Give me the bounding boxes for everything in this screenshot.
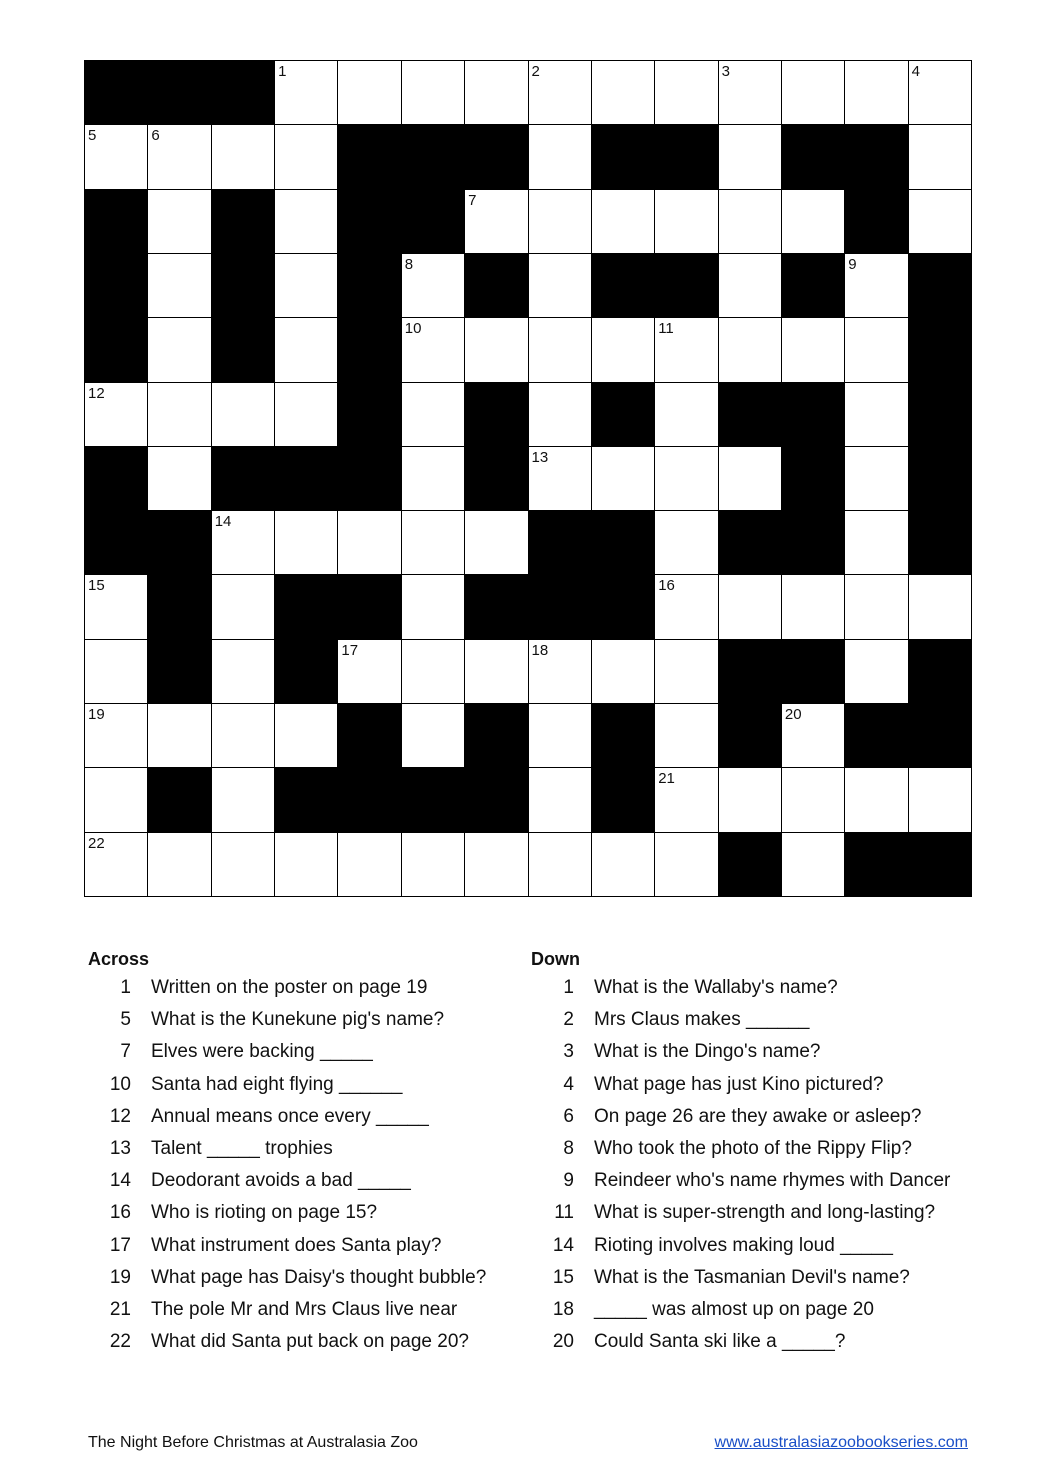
block-cell	[719, 640, 782, 704]
letter-cell[interactable]	[592, 640, 655, 704]
letter-cell[interactable]	[719, 318, 782, 382]
clue-text: _____ was almost up on page 20	[594, 1298, 874, 1320]
clue-number: 20	[552, 1331, 574, 1353]
clue-number: 14	[552, 1234, 574, 1256]
block-cell	[338, 704, 401, 768]
letter-cell[interactable]	[655, 575, 718, 639]
across-clue	[88, 1294, 528, 1326]
block-cell	[338, 768, 401, 832]
crossword-grid	[84, 60, 972, 897]
clue-number: 7	[120, 1041, 131, 1063]
clue-number: 22	[109, 1331, 131, 1353]
letter-cell[interactable]	[529, 190, 592, 254]
letter-cell[interactable]	[592, 190, 655, 254]
block-cell	[719, 704, 782, 768]
block-cell	[465, 447, 528, 511]
letter-cell[interactable]	[85, 704, 148, 768]
clue-number: 13	[531, 448, 549, 466]
clue-number: 10	[109, 1073, 131, 1095]
letter-cell[interactable]	[655, 318, 718, 382]
block-cell	[782, 254, 845, 318]
letter-cell[interactable]	[338, 511, 401, 575]
letter-cell[interactable]	[85, 833, 148, 897]
letter-cell[interactable]	[212, 511, 275, 575]
clue-number: 9	[563, 1170, 574, 1192]
clue-number: 17	[341, 641, 359, 659]
letter-cell[interactable]	[85, 125, 148, 189]
letter-cell[interactable]	[909, 190, 972, 254]
clue-text: What instrument does Santa play?	[151, 1234, 442, 1256]
block-cell	[148, 640, 211, 704]
clue-text: The pole Mr and Mrs Claus live near	[151, 1298, 458, 1320]
clue-number: 8	[563, 1138, 574, 1160]
clue-number: 20	[784, 706, 802, 724]
letter-cell[interactable]	[909, 61, 972, 125]
letter-cell[interactable]	[275, 125, 338, 189]
letter-cell[interactable]	[338, 61, 401, 125]
letter-cell[interactable]	[655, 704, 718, 768]
block-cell	[85, 511, 148, 575]
block-cell	[338, 447, 401, 511]
down-clue	[531, 1262, 1001, 1294]
clue-number: 11	[554, 1202, 574, 1224]
letter-cell[interactable]	[782, 61, 845, 125]
letter-cell[interactable]	[845, 511, 908, 575]
block-cell	[845, 704, 908, 768]
block-cell	[465, 383, 528, 447]
letter-cell[interactable]	[212, 575, 275, 639]
across-clue	[88, 1101, 528, 1133]
block-cell	[338, 254, 401, 318]
block-cell	[275, 640, 338, 704]
letter-cell[interactable]	[402, 383, 465, 447]
block-cell	[85, 61, 148, 125]
letter-cell[interactable]	[782, 833, 845, 897]
block-cell	[529, 575, 592, 639]
letter-cell[interactable]	[212, 768, 275, 832]
block-cell	[85, 254, 148, 318]
block-cell	[782, 447, 845, 511]
letter-cell[interactable]	[719, 575, 782, 639]
letter-cell[interactable]	[719, 61, 782, 125]
letter-cell[interactable]	[465, 833, 528, 897]
across-clue	[88, 1165, 528, 1197]
block-cell	[148, 61, 211, 125]
letter-cell[interactable]	[655, 190, 718, 254]
clue-text: Who took the photo of the Rippy Flip?	[594, 1138, 912, 1160]
letter-cell[interactable]	[655, 768, 718, 832]
block-cell	[719, 833, 782, 897]
down-clue	[531, 1165, 1001, 1197]
letter-cell[interactable]	[465, 511, 528, 575]
clue-text: Elves were backing _____	[151, 1041, 373, 1063]
letter-cell[interactable]	[275, 61, 338, 125]
block-cell	[655, 125, 718, 189]
letter-cell[interactable]	[402, 575, 465, 639]
block-cell	[909, 704, 972, 768]
clue-text: What is the Wallaby's name?	[594, 977, 838, 999]
clue-number: 10	[404, 320, 422, 338]
block-cell	[592, 768, 655, 832]
down-clue	[531, 1294, 1001, 1326]
block-cell	[338, 190, 401, 254]
letter-cell[interactable]	[719, 125, 782, 189]
letter-cell[interactable]	[845, 575, 908, 639]
letter-cell[interactable]	[909, 575, 972, 639]
letter-cell[interactable]	[529, 640, 592, 704]
across-clue	[88, 1133, 528, 1165]
letter-cell[interactable]	[529, 254, 592, 318]
letter-cell[interactable]	[655, 833, 718, 897]
letter-cell[interactable]	[148, 125, 211, 189]
letter-cell[interactable]	[402, 254, 465, 318]
clue-number: 9	[848, 255, 857, 273]
block-cell	[465, 768, 528, 832]
letter-cell[interactable]	[275, 383, 338, 447]
clue-text: Could Santa ski like a _____?	[594, 1331, 846, 1353]
clue-number: 17	[109, 1234, 131, 1256]
down-clues	[531, 946, 1001, 1358]
down-heading: Down	[531, 949, 580, 969]
letter-cell[interactable]	[402, 704, 465, 768]
clue-text: What is the Tasmanian Devil's name?	[594, 1266, 910, 1288]
letter-cell[interactable]	[275, 318, 338, 382]
letter-cell[interactable]	[148, 254, 211, 318]
letter-cell[interactable]	[529, 768, 592, 832]
across-clue	[88, 1197, 528, 1229]
letter-cell[interactable]	[592, 447, 655, 511]
block-cell	[338, 383, 401, 447]
letter-cell[interactable]	[85, 575, 148, 639]
letter-cell[interactable]	[845, 318, 908, 382]
block-cell	[402, 190, 465, 254]
down-clue	[531, 1069, 1001, 1101]
letter-cell[interactable]	[655, 383, 718, 447]
block-cell	[465, 125, 528, 189]
letter-cell[interactable]	[719, 254, 782, 318]
block-cell	[909, 318, 972, 382]
down-clue	[531, 1230, 1001, 1262]
letter-cell[interactable]	[592, 61, 655, 125]
clue-text: Rioting involves making loud _____	[594, 1234, 893, 1256]
letter-cell[interactable]	[782, 318, 845, 382]
letter-cell[interactable]	[148, 318, 211, 382]
down-clue	[531, 1133, 1001, 1165]
clue-number: 14	[214, 513, 232, 531]
clue-text: What is the Dingo's name?	[594, 1041, 821, 1063]
block-cell	[148, 768, 211, 832]
block-cell	[655, 254, 718, 318]
block-cell	[592, 511, 655, 575]
block-cell	[782, 511, 845, 575]
clue-number: 13	[109, 1138, 131, 1160]
block-cell	[212, 447, 275, 511]
block-cell	[909, 447, 972, 511]
block-cell	[592, 254, 655, 318]
letter-cell[interactable]	[465, 318, 528, 382]
block-cell	[338, 125, 401, 189]
clue-number: 1	[278, 63, 287, 80]
clue-text: On page 26 are they awake or asleep?	[594, 1105, 922, 1127]
clue-text: Written on the poster on page 19	[151, 977, 428, 999]
letter-cell[interactable]	[275, 190, 338, 254]
down-clue	[531, 1004, 1001, 1036]
block-cell	[85, 190, 148, 254]
clue-text: Reindeer who's name rhymes with Dancer	[594, 1170, 951, 1192]
down-clue-list	[531, 972, 1001, 1358]
block-cell	[212, 254, 275, 318]
letter-cell[interactable]	[465, 190, 528, 254]
letter-cell[interactable]	[845, 447, 908, 511]
letter-cell[interactable]	[719, 447, 782, 511]
across-clue	[88, 1230, 528, 1262]
letter-cell[interactable]	[148, 704, 211, 768]
clue-text: Talent _____ trophies	[151, 1138, 333, 1160]
letter-cell[interactable]	[719, 768, 782, 832]
block-cell	[212, 61, 275, 125]
clue-number: 7	[468, 191, 477, 209]
clue-number: 1	[563, 977, 574, 999]
letter-cell[interactable]	[275, 511, 338, 575]
letter-cell[interactable]	[845, 383, 908, 447]
clue-number: 21	[109, 1298, 131, 1320]
block-cell	[148, 511, 211, 575]
letter-cell[interactable]	[655, 447, 718, 511]
letter-cell[interactable]	[85, 383, 148, 447]
clue-text: What is super-strength and long-lasting?	[594, 1202, 936, 1224]
letter-cell[interactable]	[275, 704, 338, 768]
down-clue	[531, 1326, 1001, 1358]
block-cell	[275, 575, 338, 639]
block-cell	[275, 768, 338, 832]
letter-cell[interactable]	[85, 768, 148, 832]
letter-cell[interactable]	[592, 833, 655, 897]
clue-number: 18	[552, 1298, 574, 1320]
block-cell	[845, 833, 908, 897]
clue-text: Who is rioting on page 15?	[151, 1202, 378, 1224]
block-cell	[275, 447, 338, 511]
block-cell	[338, 575, 401, 639]
letter-cell[interactable]	[909, 768, 972, 832]
clue-text: What did Santa put back on page 20?	[151, 1331, 469, 1353]
block-cell	[719, 383, 782, 447]
letter-cell[interactable]	[782, 768, 845, 832]
clue-number: 15	[552, 1266, 574, 1288]
across-clue-list	[88, 972, 528, 1358]
letter-cell[interactable]	[845, 61, 908, 125]
block-cell	[592, 125, 655, 189]
letter-cell[interactable]	[909, 125, 972, 189]
letter-cell[interactable]	[529, 383, 592, 447]
block-cell	[782, 383, 845, 447]
letter-cell[interactable]	[782, 704, 845, 768]
clue-text: Deodorant avoids a bad _____	[151, 1170, 411, 1192]
letter-cell[interactable]	[655, 640, 718, 704]
clue-number: 15	[88, 577, 105, 595]
block-cell	[592, 704, 655, 768]
block-cell	[465, 254, 528, 318]
block-cell	[592, 383, 655, 447]
clue-text: Mrs Claus makes ______	[594, 1009, 810, 1031]
letter-cell[interactable]	[655, 511, 718, 575]
down-clue	[531, 1036, 1001, 1068]
letter-cell[interactable]	[148, 447, 211, 511]
clue-number: 1	[120, 977, 131, 999]
letter-cell[interactable]	[275, 254, 338, 318]
clue-number: 6	[563, 1105, 574, 1127]
clue-number: 3	[721, 63, 730, 80]
letter-cell[interactable]	[402, 833, 465, 897]
across-clue	[88, 1262, 528, 1294]
book-title: The Night Before Christmas at Australasia Zoo	[88, 1434, 418, 1451]
clue-number: 6	[151, 127, 160, 145]
letter-cell[interactable]	[719, 190, 782, 254]
clue-number: 5	[120, 1009, 131, 1031]
clue-number: 3	[563, 1041, 574, 1063]
letter-cell[interactable]	[529, 318, 592, 382]
across-clue	[88, 1326, 528, 1358]
letter-cell[interactable]	[212, 125, 275, 189]
letter-cell[interactable]	[529, 125, 592, 189]
block-cell	[782, 125, 845, 189]
letter-cell[interactable]	[212, 640, 275, 704]
block-cell	[845, 190, 908, 254]
clue-number: 16	[109, 1202, 131, 1224]
letter-cell[interactable]	[148, 190, 211, 254]
clue-number: 5	[88, 127, 97, 145]
letter-cell[interactable]	[148, 833, 211, 897]
letter-cell[interactable]	[402, 61, 465, 125]
clue-number: 8	[404, 255, 414, 273]
letter-cell[interactable]	[592, 318, 655, 382]
clue-number: 2	[563, 1009, 574, 1031]
letter-cell[interactable]	[845, 254, 908, 318]
clue-number: 21	[658, 770, 675, 788]
clue-number: 19	[88, 706, 105, 724]
letter-cell[interactable]	[845, 768, 908, 832]
down-clue	[531, 1197, 1001, 1229]
block-cell	[85, 447, 148, 511]
down-clue	[531, 1101, 1001, 1133]
clue-number: 18	[531, 641, 549, 659]
block-cell	[212, 190, 275, 254]
block-cell	[909, 383, 972, 447]
across-clue	[88, 972, 528, 1004]
letter-cell[interactable]	[212, 704, 275, 768]
letter-cell[interactable]	[212, 833, 275, 897]
block-cell	[85, 318, 148, 382]
clue-number: 14	[109, 1170, 131, 1192]
clue-text: Santa had eight flying ______	[151, 1073, 403, 1095]
block-cell	[212, 318, 275, 382]
letter-cell[interactable]	[529, 833, 592, 897]
clue-number: 2	[531, 63, 540, 80]
clue-number: 16	[658, 577, 675, 595]
letter-cell[interactable]	[529, 704, 592, 768]
block-cell	[719, 511, 782, 575]
letter-cell[interactable]	[402, 640, 465, 704]
block-cell	[148, 575, 211, 639]
clue-number: 12	[109, 1105, 131, 1127]
block-cell	[465, 575, 528, 639]
letter-cell[interactable]	[402, 318, 465, 382]
across-clue	[88, 1004, 528, 1036]
letter-cell[interactable]	[845, 640, 908, 704]
clue-text: Annual means once every _____	[151, 1105, 429, 1127]
block-cell	[529, 511, 592, 575]
letter-cell[interactable]	[782, 575, 845, 639]
block-cell	[909, 254, 972, 318]
letter-cell[interactable]	[465, 61, 528, 125]
clue-number: 22	[88, 834, 105, 852]
letter-cell[interactable]	[85, 640, 148, 704]
letter-cell[interactable]	[212, 383, 275, 447]
block-cell	[338, 318, 401, 382]
letter-cell[interactable]	[148, 383, 211, 447]
block-cell	[909, 640, 972, 704]
clue-number: 19	[109, 1266, 131, 1288]
clue-number: 11	[658, 320, 674, 338]
block-cell	[402, 125, 465, 189]
letter-cell[interactable]	[465, 640, 528, 704]
block-cell	[782, 640, 845, 704]
across-clue	[88, 1069, 528, 1101]
block-cell	[909, 833, 972, 897]
down-clue	[531, 972, 1001, 1004]
block-cell	[909, 511, 972, 575]
block-cell	[402, 768, 465, 832]
block-cell	[592, 575, 655, 639]
letter-cell[interactable]	[529, 447, 592, 511]
clue-number: 4	[911, 63, 920, 80]
letter-cell[interactable]	[338, 833, 401, 897]
clue-text: What page has Daisy's thought bubble?	[151, 1266, 487, 1288]
block-cell	[845, 125, 908, 189]
across-heading: Across	[88, 949, 150, 969]
letter-cell[interactable]	[402, 447, 465, 511]
clue-text: What is the Kunekune pig's name?	[151, 1009, 445, 1031]
letter-cell[interactable]	[402, 511, 465, 575]
letter-cell[interactable]	[275, 833, 338, 897]
letter-cell[interactable]	[655, 61, 718, 125]
across-clues	[88, 946, 528, 1358]
letter-cell[interactable]	[338, 640, 401, 704]
letter-cell[interactable]	[529, 61, 592, 125]
clue-number: 4	[563, 1073, 574, 1095]
website-link[interactable]: www.australasiazoobookseries.com	[714, 1434, 968, 1451]
clue-text: What page has just Kino pictured?	[594, 1073, 884, 1095]
letter-cell[interactable]	[782, 190, 845, 254]
block-cell	[465, 704, 528, 768]
across-clue	[88, 1036, 528, 1068]
clue-number: 12	[88, 384, 105, 402]
